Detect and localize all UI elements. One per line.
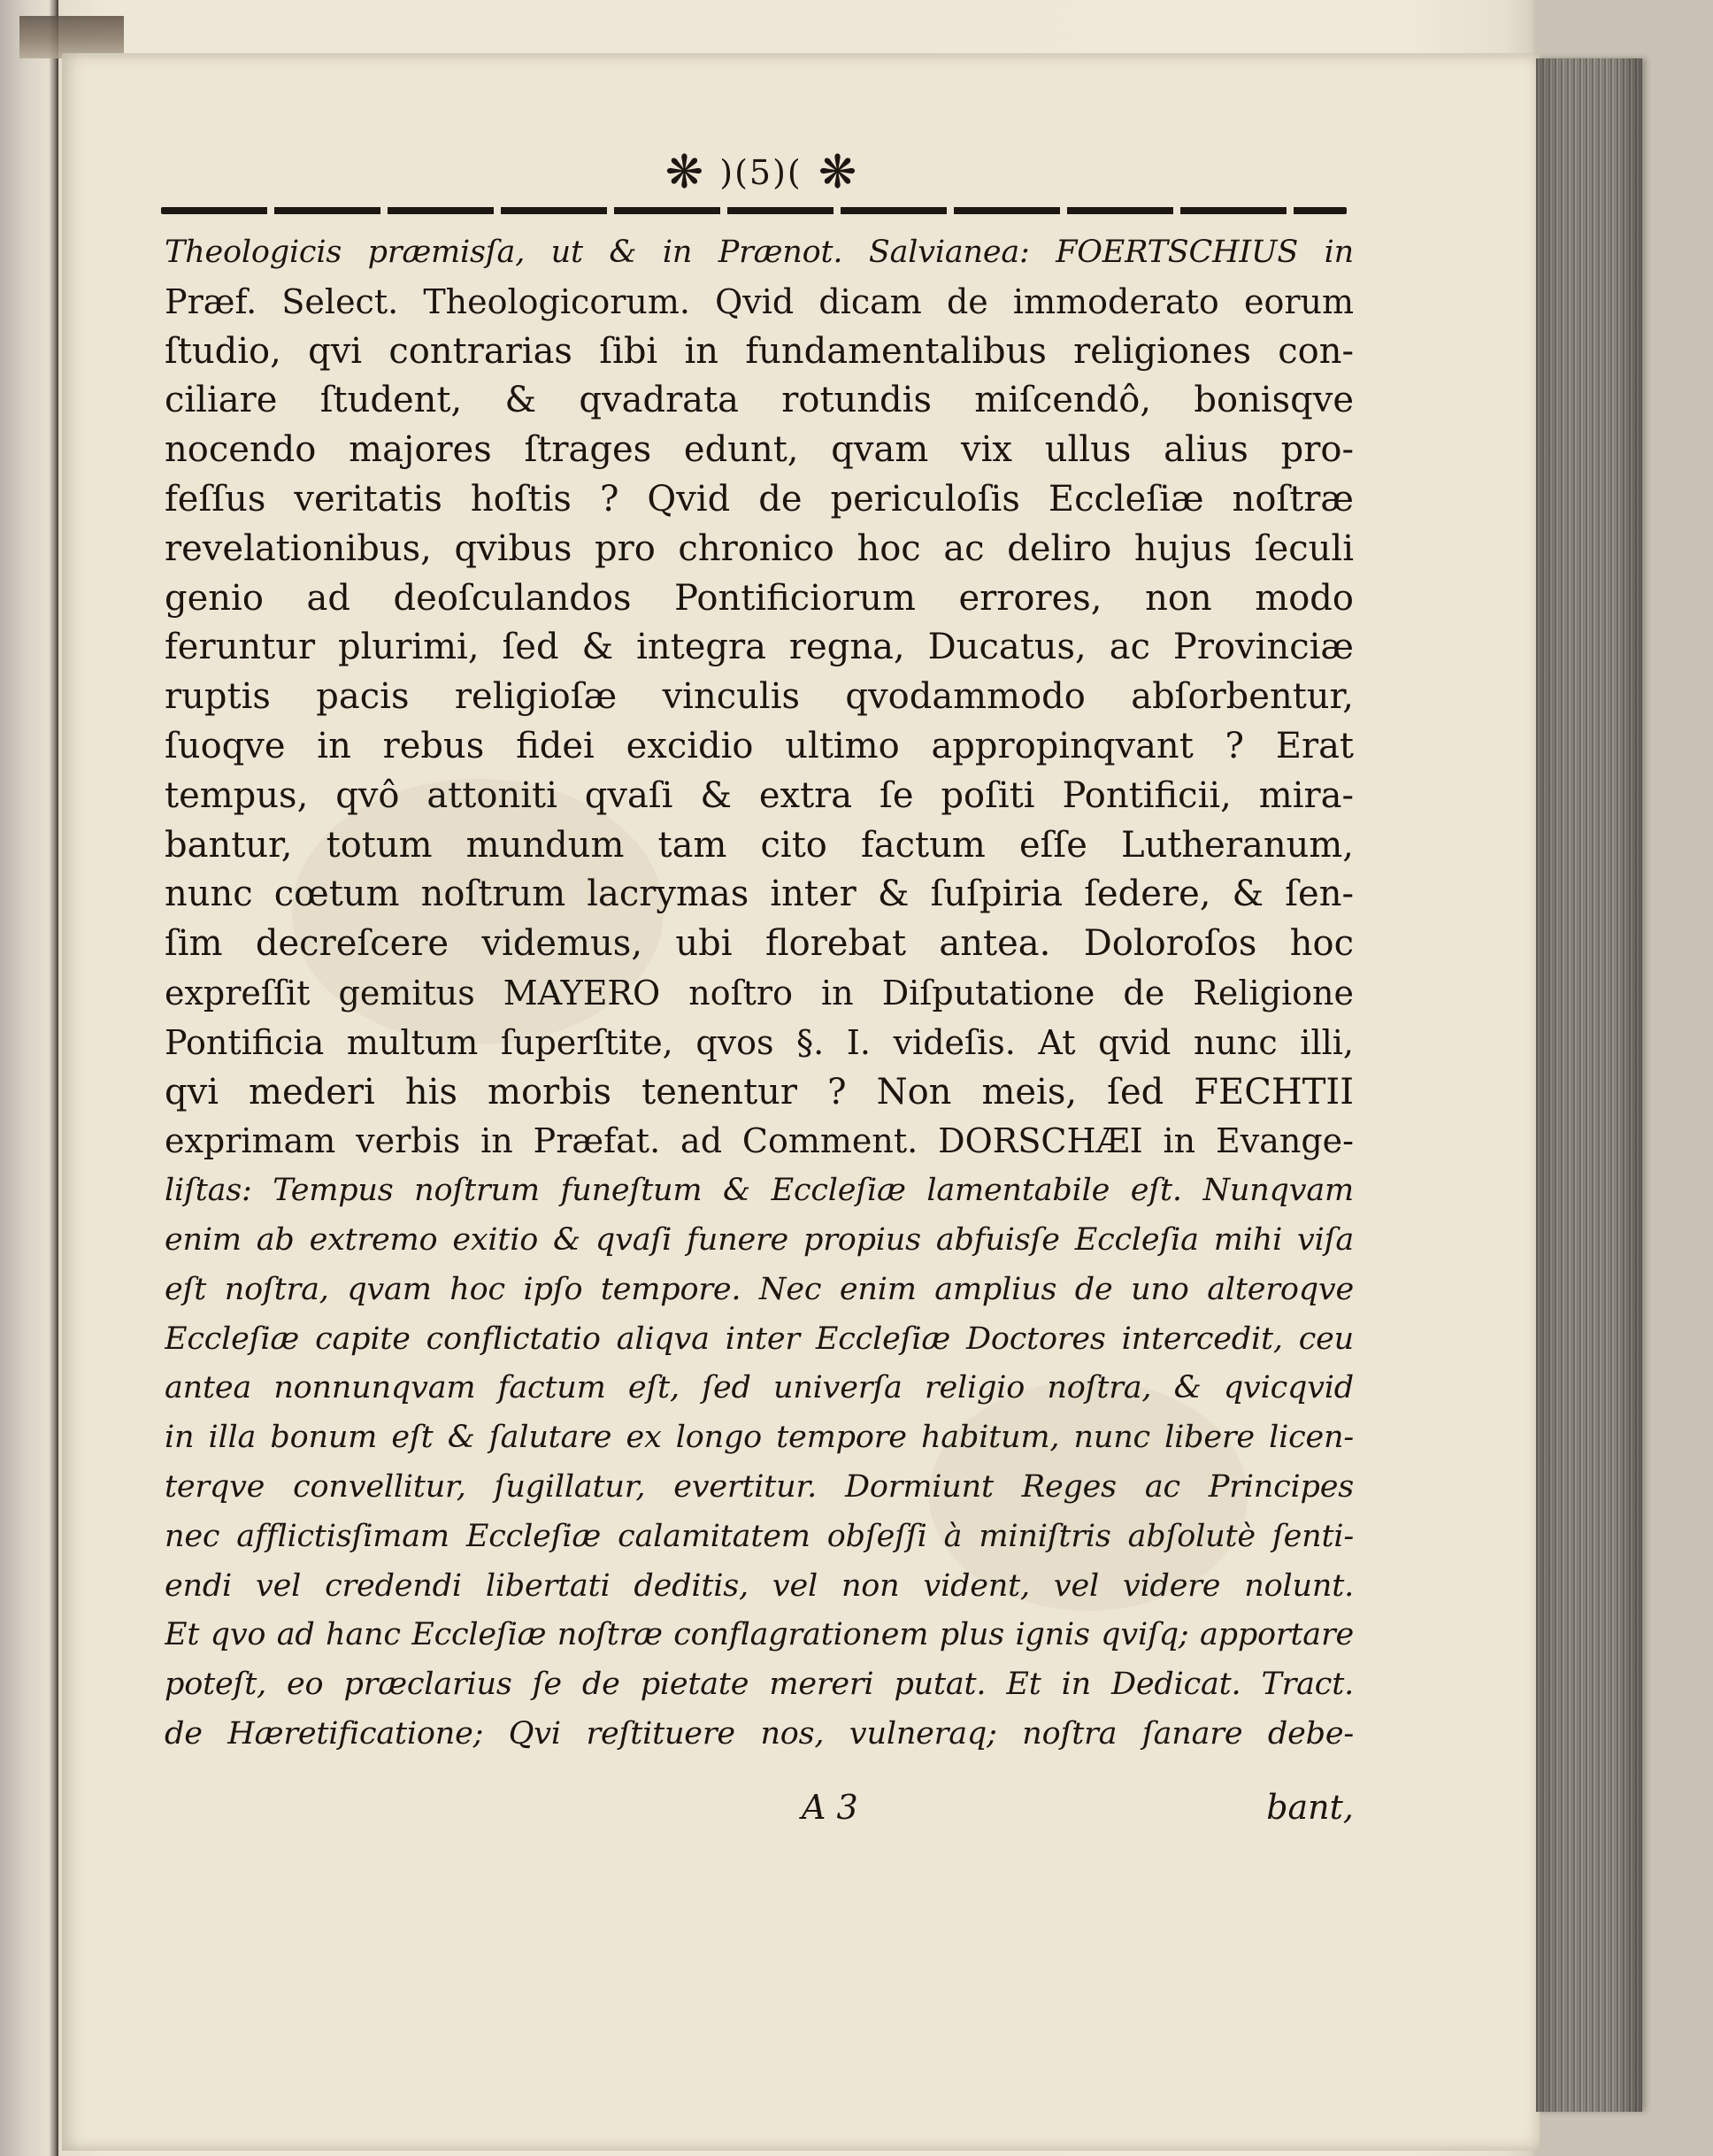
text-line: poteſt, eo præclarius ſe de pietate mereri putat. Et in Dedicat. Tract.	[165, 1667, 1354, 1703]
body-text	[165, 228, 1354, 1759]
text-line: nocendo majores ſtrages edunt, qvam vix ullus alius pro-	[165, 429, 1354, 471]
page-footer	[165, 1788, 1354, 1841]
text-line: feruntur plurimi, ſed & integra regna, Ducatus, ac Provinciæ	[165, 627, 1354, 668]
text-line: ruptis pacis religioſæ vinculis qvodammodo abſorbentur,	[165, 676, 1354, 718]
text-line: expreſſit gemitus MAYERO noſtro in Diſputatione de Religione	[165, 973, 1354, 1013]
text-line: Theologicis præmisſa, ut & in Prænot. Salvianea: FOERTSCHIUS in	[165, 235, 1354, 270]
facing-page-edge	[0, 0, 58, 2156]
catchword: bant,	[1266, 1788, 1354, 1827]
text-line: ciliare ſtudent, & qvadrata rotundis miſcendô, bonisqve	[165, 380, 1354, 421]
text-line: liſtas: Tempus noſtrum funeſtum & Eccleſiæ lamentabile eſt. Nunqvam	[165, 1173, 1354, 1209]
text-line: eſt noſtra, qvam hoc ipſo tempore. Nec enim amplius de uno alteroqve	[165, 1271, 1354, 1307]
text-line: exprimam verbis in Præfat. ad Comment. DORSCHÆI in Evange-	[165, 1121, 1354, 1161]
header-rule	[161, 207, 1347, 214]
text-line: Præf. Select. Theologicorum. Qvid dicam de immoderato eorum	[165, 281, 1354, 321]
ornament-left-icon: ❋	[664, 146, 704, 199]
page-number: )(5)(	[719, 153, 803, 192]
running-header	[619, 142, 903, 204]
binding-tab	[19, 16, 124, 58]
text-line: tempus, qvô attoniti qvaſi & extra ſe poſiti Pontificii, mira-	[165, 774, 1354, 816]
text-line: genio ad deoſculandos Pontificiorum errores, non modo	[165, 577, 1354, 619]
text-line: Eccleſiæ capite conflictatio aliqva inter Eccleſiæ Doctores intercedit, ceu	[165, 1321, 1354, 1357]
text-line: de Hæretificatione; Qvi reſtituere nos, vulneraq; noſtra ſanare debe-	[165, 1715, 1354, 1752]
text-line: nec afflictisſimam Eccleſiæ calamitatem obſeſſi à miniſtris abſolutè ſenti-	[165, 1518, 1354, 1554]
fore-edge-shadow	[1536, 58, 1642, 2112]
text-line: feſſus veritatis hoſtis ? Qvid de periculoſis Eccleſiæ noſtræ	[165, 478, 1354, 520]
text-line: Pontificia multum ſuperſtite, qvos §. I. videſis. At qvid nunc illi,	[165, 1022, 1354, 1062]
text-line: antea nonnunqvam factum eſt, ſed univerſa religio noſtra, & qvicqvid	[165, 1370, 1354, 1406]
text-line: bantur, totum mundum tam cito factum eſſe Lutheranum,	[165, 824, 1354, 866]
signature-mark: A 3	[802, 1788, 858, 1827]
text-line: ſtudio, qvi contrarias ſibi in fundamentalibus religiones con-	[165, 330, 1354, 372]
text-line: qvi mederi his morbis tenentur ? Non meis, ſed FECHTII	[165, 1071, 1354, 1113]
text-line: revelationibus, qvibus pro chronico hoc ac deliro hujus ſeculi	[165, 527, 1354, 569]
text-line: nunc cœtum noſtrum lacrymas inter & ſuſpiria ſedere, & ſen-	[165, 874, 1354, 915]
text-line: Et qvo ad hanc Eccleſiæ noſtræ conflagrationem plus ignis qviſq; apportare	[165, 1617, 1354, 1653]
text-line: terqve convellitur, ſugillatur, evertitur. Dormiunt Reges ac Principes	[165, 1468, 1354, 1505]
ornament-right-icon: ❋	[818, 146, 857, 199]
text-line: ſuoqve in rebus fidei excidio ultimo appropinqvant ? Erat	[165, 725, 1354, 766]
text-line: enim ab extremo exitio & qvaſi funere propius abfuisſe Eccleſia mihi viſa	[165, 1221, 1354, 1258]
text-line: in illa bonum eſt & ſalutare ex longo tempore habitum, nunc libere licen-	[165, 1420, 1354, 1456]
text-line: ſim decreſcere videmus, ubi florebat antea. Doloroſos hoc	[165, 923, 1354, 965]
text-line: endi vel credendi libertati deditis, vel non vident, vel videre nolunt.	[165, 1567, 1354, 1604]
